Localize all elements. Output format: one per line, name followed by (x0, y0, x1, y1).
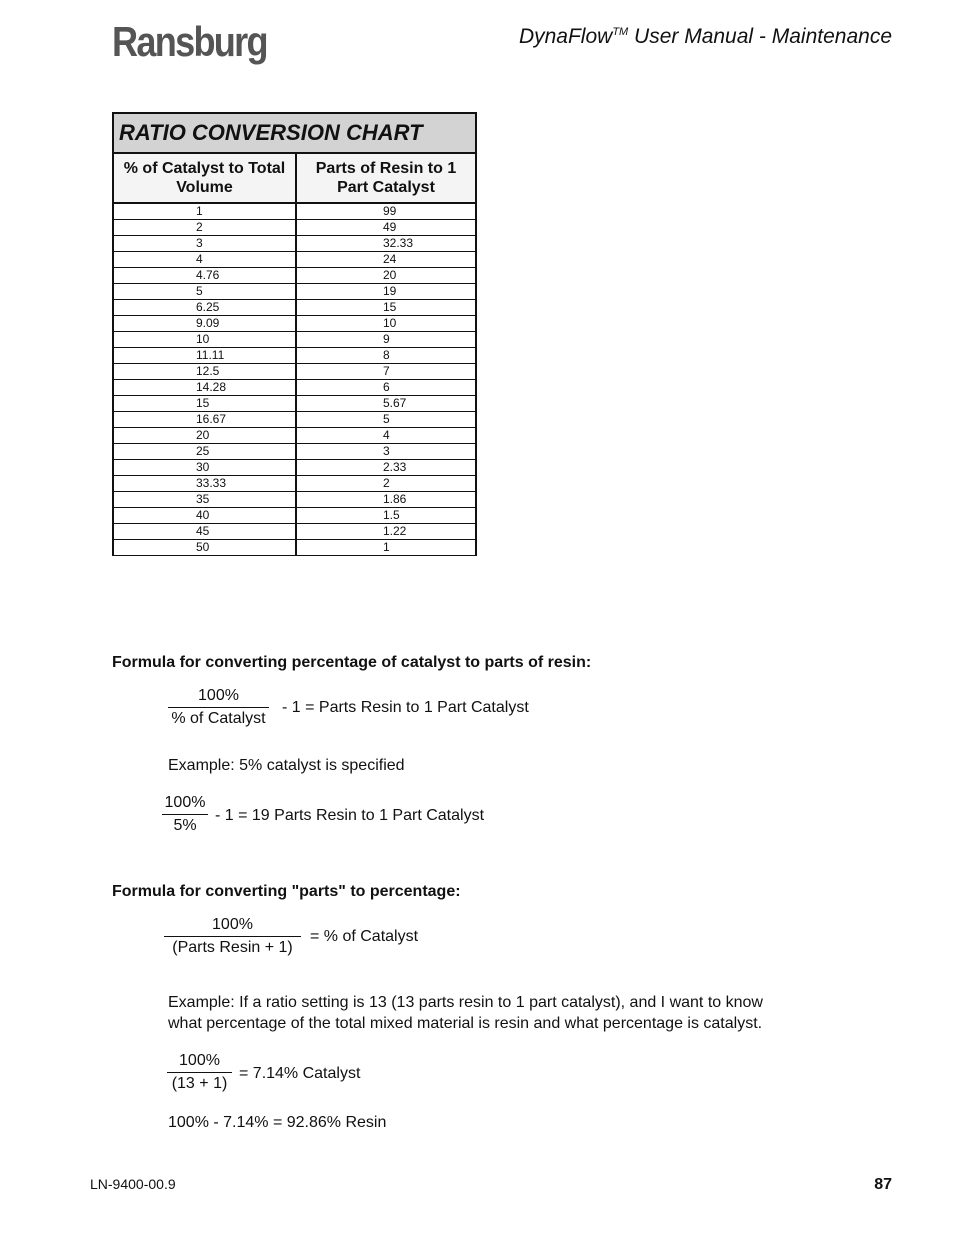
resin-parts-cell: 8 (296, 348, 476, 364)
resin-parts-cell: 5 (296, 412, 476, 428)
formula2-example-fraction (167, 1052, 232, 1093)
catalyst-percent-cell: 30 (113, 460, 296, 476)
table-row (113, 284, 476, 300)
formula2-example-line1: Example: If a ratio setting is 13 (13 parts resin to 1 part catalyst), and I want to know (168, 994, 763, 1011)
resin-parts-cell: 20 (296, 268, 476, 284)
table-row (113, 508, 476, 524)
formula1-fraction (168, 687, 269, 728)
catalyst-percent-cell: 50 (113, 540, 296, 556)
catalyst-percent-cell: 11.11 (113, 348, 296, 364)
resin-parts-cell: 3 (296, 444, 476, 460)
table-row (113, 332, 476, 348)
formula2-example-line2: what percentage of the total mixed material is resin and what percentage is catalyst. (168, 1015, 763, 1032)
catalyst-percent-cell: 3 (113, 236, 296, 252)
title-rest: User Manual - Maintenance (628, 25, 892, 48)
table-row (113, 252, 476, 268)
catalyst-percent-cell: 5 (113, 284, 296, 300)
table-row (113, 268, 476, 284)
table-row (113, 236, 476, 252)
resin-parts-cell: 6 (296, 380, 476, 396)
formula1-numerator: 100% (198, 687, 239, 704)
catalyst-percent-cell: 14.28 (113, 380, 296, 396)
table-row (113, 492, 476, 508)
resin-parts-cell: 7 (296, 364, 476, 380)
table-row (113, 364, 476, 380)
catalyst-percent-cell: 25 (113, 444, 296, 460)
ratio-conversion-table (112, 112, 477, 556)
resin-parts-cell: 15 (296, 300, 476, 316)
catalyst-percent-cell: 40 (113, 508, 296, 524)
formula2-heading: Formula for converting "parts" to percentage: (112, 883, 461, 900)
ransburg-logo: Ransburg (112, 18, 267, 65)
title-product: DynaFlow (518, 25, 613, 48)
document-number: LN-9400-00.9 (90, 1176, 176, 1192)
resin-parts-cell: 1.86 (296, 492, 476, 508)
table-row (113, 428, 476, 444)
table-row (113, 460, 476, 476)
chart-title: RATIO CONVERSION CHART (113, 113, 476, 153)
catalyst-percent-cell: 1 (113, 203, 296, 220)
table-row (113, 300, 476, 316)
catalyst-percent-cell: 10 (113, 332, 296, 348)
table-row (113, 540, 476, 556)
resin-parts-cell: 99 (296, 203, 476, 220)
formula1-example: Example: 5% catalyst is specified (168, 757, 405, 774)
resin-parts-cell: 9 (296, 332, 476, 348)
resin-parts-cell: 32.33 (296, 236, 476, 252)
example1-numerator: 100% (164, 794, 206, 811)
catalyst-percent-cell: 9.09 (113, 316, 296, 332)
resin-parts-cell: 1 (296, 540, 476, 556)
catalyst-percent-cell: 33.33 (113, 476, 296, 492)
catalyst-percent-cell: 2 (113, 220, 296, 236)
document-title (519, 25, 892, 49)
formula1-heading: Formula for converting percentage of catalyst to parts of resin: (112, 654, 592, 671)
resin-parts-cell: 24 (296, 252, 476, 268)
table-row (113, 348, 476, 364)
resin-parts-cell: 1.22 (296, 524, 476, 540)
table-row (113, 524, 476, 540)
resin-parts-cell: 10 (296, 316, 476, 332)
resin-parts-cell: 2.33 (296, 460, 476, 476)
example2-numerator: 100% (179, 1052, 220, 1069)
column-header-catalyst: % of Catalyst to Total Volume (113, 153, 296, 203)
catalyst-percent-cell: 45 (113, 524, 296, 540)
example1-denominator: 5% (173, 817, 197, 834)
table-row (113, 203, 476, 220)
formula2-denominator: (Parts Resin + 1) (172, 939, 293, 956)
table-row (113, 476, 476, 492)
formula2-fraction (164, 916, 301, 957)
resin-parts-cell: 49 (296, 220, 476, 236)
catalyst-percent-cell: 35 (113, 492, 296, 508)
table-row (113, 444, 476, 460)
resin-parts-cell: 5.67 (296, 396, 476, 412)
trademark-mark: TM (612, 26, 629, 38)
formula1-denominator: % of Catalyst (171, 710, 266, 727)
catalyst-percent-cell: 6.25 (113, 300, 296, 316)
formula1-example-rhs: - 1 = 19 Parts Resin to 1 Part Catalyst (215, 807, 485, 824)
resin-parts-cell: 1.5 (296, 508, 476, 524)
chart-body (113, 203, 476, 556)
catalyst-percent-cell: 20 (113, 428, 296, 444)
catalyst-percent-cell: 15 (113, 396, 296, 412)
formula2-result: 100% - 7.14% = 92.86% Resin (168, 1114, 387, 1131)
table-row (113, 380, 476, 396)
catalyst-percent-cell: 4.76 (113, 268, 296, 284)
formula1-example-fraction (162, 794, 208, 835)
example2-denominator: (13 + 1) (171, 1075, 228, 1092)
formula2-rhs: = % of Catalyst (310, 928, 419, 945)
formula1-rhs: - 1 = Parts Resin to 1 Part Catalyst (282, 699, 529, 716)
table-row (113, 220, 476, 236)
table-row (113, 412, 476, 428)
table-row (113, 396, 476, 412)
resin-parts-cell: 4 (296, 428, 476, 444)
column-header-resin: Parts of Resin to 1 Part Catalyst (296, 153, 476, 203)
formula2-numerator: 100% (212, 916, 253, 933)
formula2-example-rhs: = 7.14% Catalyst (239, 1065, 361, 1082)
resin-parts-cell: 19 (296, 284, 476, 300)
resin-parts-cell: 2 (296, 476, 476, 492)
table-row (113, 316, 476, 332)
catalyst-percent-cell: 4 (113, 252, 296, 268)
catalyst-percent-cell: 16.67 (113, 412, 296, 428)
page-number: 87 (874, 1176, 892, 1193)
catalyst-percent-cell: 12.5 (113, 364, 296, 380)
